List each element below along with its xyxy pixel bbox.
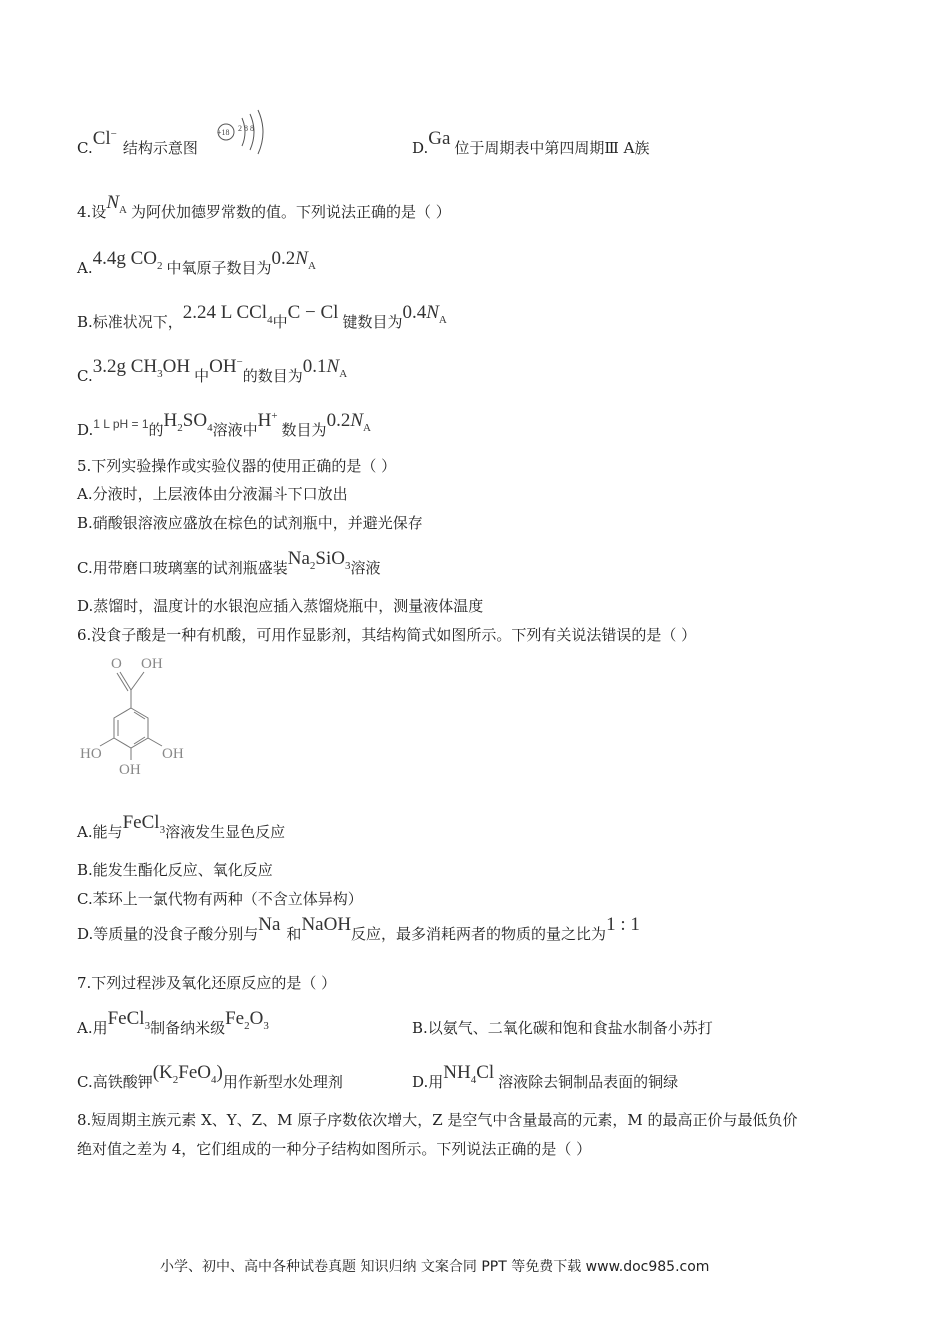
q7-option-b: B.以氨气、二氧化碳和饱和食盐水制备小苏打 bbox=[412, 1019, 713, 1037]
math-4-4g-co2: 4.4g $CO_2$ bbox=[92, 248, 163, 272]
math-ga: Ga bbox=[428, 128, 451, 149]
math-2-24l-ccl4: 2.24 L CCl$_4$ bbox=[182, 302, 273, 326]
atom-structure-diagram bbox=[208, 106, 278, 158]
q5-option-a: A.分液时，上层液体由分液漏斗下口放出 bbox=[77, 485, 348, 503]
q7-stem: 7.下列过程涉及氧化还原反应的是（ ） bbox=[77, 974, 337, 992]
q8-stem-line1: 8.短周期主族元素 X、Y、Z、M 原子序数依次增大，Z 是空气中含量最高的元素，M 的最高正价与最低负价 bbox=[77, 1111, 798, 1129]
q6-option-d: D.等质量的没食子酸分别与Na 和NaOH反应，最多消耗两者的物质的量之比为1 : 1 bbox=[77, 914, 640, 943]
struct-o-label: O bbox=[111, 656, 122, 672]
math-naoh: NaOH bbox=[301, 914, 352, 935]
math-h2so4: $H_2SO_4$ bbox=[163, 410, 213, 434]
atom-shell-electrons: 2 8 8 bbox=[238, 124, 254, 133]
q6-option-c: C.苯环上一氯代物有两种（不含立体异构） bbox=[77, 890, 363, 908]
q5-stem: 5.下列实验操作或实验仪器的使用正确的是（ ） bbox=[77, 457, 397, 475]
q6-option-a: A.能与FeCl$_3$溶液发生显色反应 bbox=[77, 812, 286, 841]
math-oh-minus: OH− bbox=[209, 356, 243, 377]
math-0-2na-d: $0.2N_A$ bbox=[326, 410, 371, 434]
q4-option-a: A.4.4g $CO_2$ 中氧原子数目为$0.2N_A$ bbox=[77, 248, 316, 277]
struct-ho-left-label: HO bbox=[80, 746, 102, 762]
math-0-4na: $0.4N_A$ bbox=[402, 302, 447, 326]
math-cl: Cl− bbox=[92, 128, 117, 149]
math-fecl3-q7: FeCl$_3$ bbox=[107, 1008, 151, 1032]
math-ratio: 1 : 1 bbox=[606, 914, 640, 935]
q4-option-d: D.$^{1 L pH = 1}$的$H_2SO_4$溶液中H+数目为$0.2N_A$ bbox=[77, 410, 371, 439]
q7-option-a: A.用FeCl$_3$制备纳米级$Fe_2O_3$ bbox=[77, 1008, 269, 1037]
math-0-1na: $0.1N_A$ bbox=[302, 356, 348, 380]
math-1l-ph1: 1 L pH = 1 bbox=[93, 417, 149, 431]
page-footer: 小学、初中、高中各种试卷真题 知识归纳 文案合同 PPT 等免费下载 www.doc985.com bbox=[160, 1259, 710, 1275]
q3-option-c: C.Cl−结构示意图 bbox=[77, 128, 198, 157]
atom-nucleus-label: +18 bbox=[217, 128, 230, 137]
math-c-cl-bond: C − Cl bbox=[287, 302, 339, 323]
math-nh4cl: $NH_4Cl$ bbox=[443, 1062, 495, 1086]
math-h-plus: H+ bbox=[257, 410, 278, 431]
struct-oh-right-label: OH bbox=[162, 746, 184, 762]
q4-stem: 4.设$N_A$ 为阿伏加德罗常数的值。下列说法正确的是（ ） bbox=[77, 192, 451, 221]
q7-option-c: C.高铁酸钾$(K_2FeO_4)$用作新型水处理剂 bbox=[77, 1062, 343, 1091]
q5-option-d: D.蒸馏时，温度计的水银泡应插入蒸馏烧瓶中，测量液体温度 bbox=[77, 597, 484, 615]
math-k2feo4: $(K_2FeO_4)$ bbox=[152, 1062, 223, 1086]
q8-stem-line2: 绝对值之差为 4，它们组成的一种分子结构如图所示。下列说法正确的是（ ） bbox=[77, 1140, 592, 1158]
math-fe2o3: $Fe_2O_3$ bbox=[225, 1008, 269, 1032]
q3-option-d: D.Ga 位于周期表中第四周期Ⅲ A族 bbox=[412, 128, 650, 157]
math-na2sio3: $Na_2SiO_3$ bbox=[287, 548, 351, 572]
struct-oh-top-label: OH bbox=[141, 656, 163, 672]
q5-option-b: B.硝酸银溶液应盛放在棕色的试剂瓶中，并避光保存 bbox=[77, 514, 423, 532]
struct-oh-bottom-label: OH bbox=[119, 762, 141, 778]
math-na: Na bbox=[258, 914, 281, 935]
q6-stem: 6.没食子酸是一种有机酸，可用作显影剂，其结构简式如图所示。下列有关说法错误的是（ ） bbox=[77, 626, 697, 644]
q6-option-b: B.能发生酯化反应、氧化反应 bbox=[77, 861, 273, 879]
math-fecl3: FeCl$_3$ bbox=[122, 812, 166, 836]
math-0-2na: $0.2N_A$ bbox=[271, 248, 316, 272]
q4-option-c: C.3.2g $CH_3OH$ 中OH−的数目为$0.1N_A$ bbox=[77, 356, 348, 385]
math-3-2g-ch3oh: 3.2g $CH_3OH$ bbox=[92, 356, 191, 380]
q4-option-b: B.标准状况下，2.24 L CCl$_4$中C − Cl 键数目为$0.4N_A$ bbox=[77, 302, 447, 331]
q5-option-c: C.用带磨口玻璃塞的试剂瓶盛装$Na_2SiO_3$溶液 bbox=[77, 548, 381, 577]
math-na: $N_A$ bbox=[106, 192, 127, 216]
gallic-acid-structure bbox=[78, 650, 208, 780]
q7-option-d: D.用$NH_4Cl$ 溶液除去铜制品表面的铜绿 bbox=[412, 1062, 679, 1091]
